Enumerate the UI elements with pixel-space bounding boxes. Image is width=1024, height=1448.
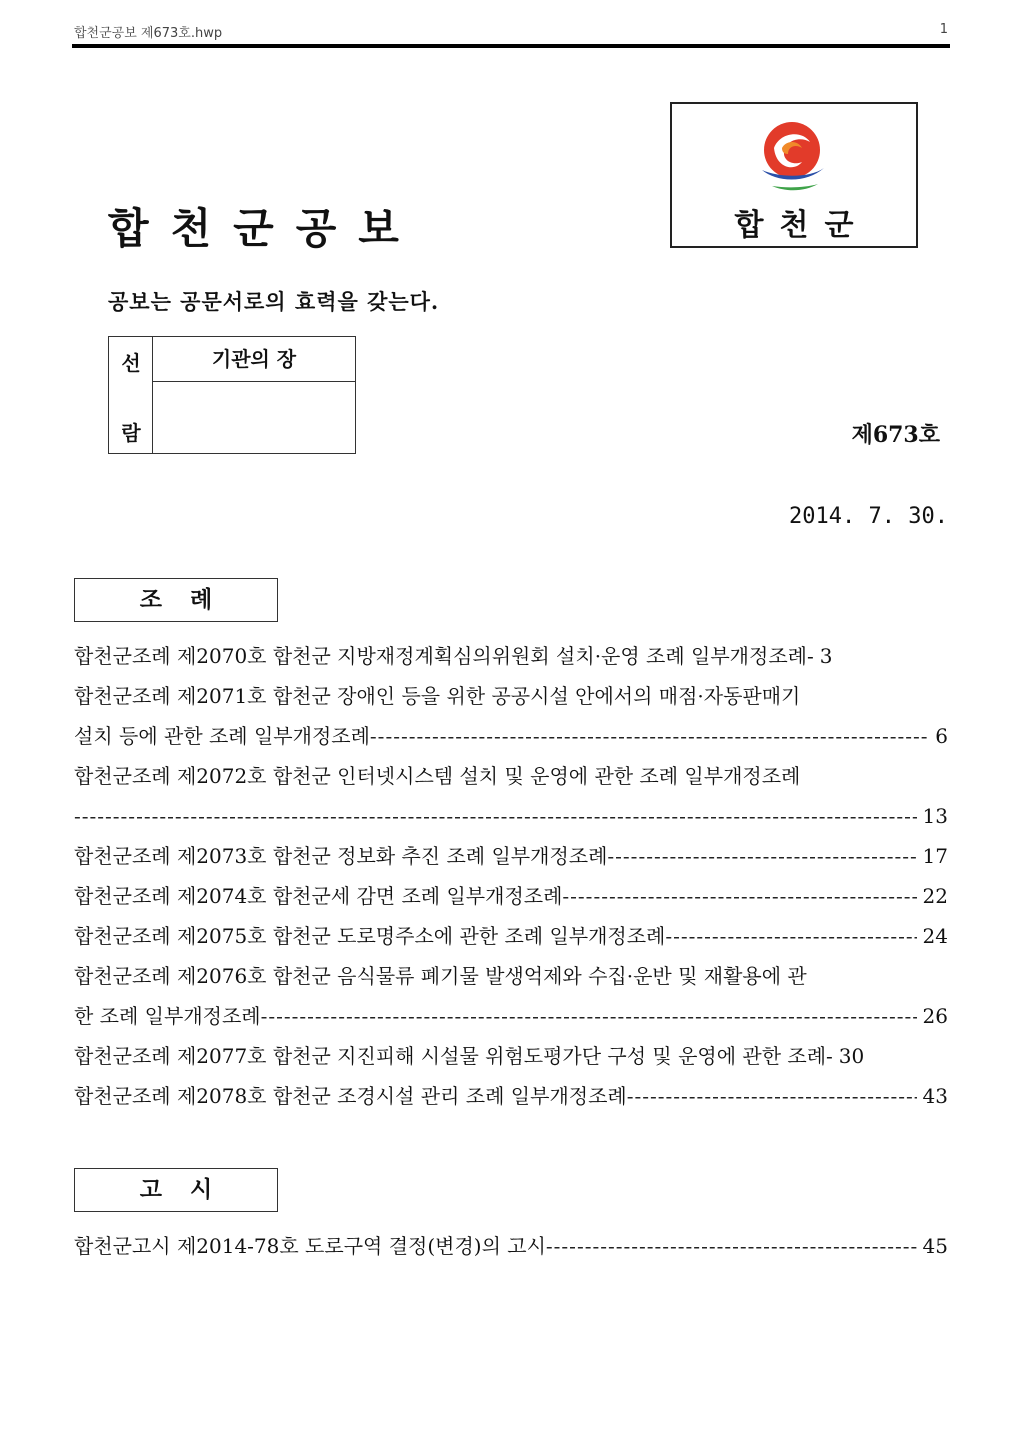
toc-leader-dots (665, 916, 916, 956)
toc-entry-text: 합천군조례 제2072호 합천군 인터넷시스템 설치 및 운영에 관한 조례 일부개정조례 (74, 764, 801, 788)
toc-entry-text-continued: 한 조례 일부개정조례 (74, 1004, 261, 1028)
toc-entry-continued[interactable] (74, 996, 948, 1036)
review-header: 기관의 장 (153, 337, 355, 382)
header-page-number: 1 (939, 22, 948, 37)
county-logo-name: 합천군 (734, 208, 870, 243)
section-notices-heading: 고시 (74, 1168, 278, 1212)
toc-entry-page: 22 (922, 884, 948, 908)
toc-entry-page: 45 (922, 1234, 948, 1258)
toc-entry-continued[interactable] (74, 796, 948, 836)
toc-entry-text: 합천군조례 제2077호 합천군 지진피해 시설물 위험도평가단 구성 및 운영에 관한 조례- (74, 1044, 833, 1068)
toc-leader-dots (627, 1076, 917, 1116)
toc-entry-text: 합천군조례 제2073호 합천군 정보화 추진 조례 일부개정조례 (74, 844, 608, 868)
issue-date: 2014. 7. 30. (789, 504, 948, 529)
review-table (108, 336, 356, 454)
toc-entry-page: 17 (922, 844, 948, 868)
toc-leader-dots (370, 716, 929, 756)
section-ordinances-heading: 조례 (74, 578, 278, 622)
toc-entry-page: 6 (935, 724, 948, 748)
toc-entry-page: 43 (922, 1084, 948, 1108)
toc-entry-text-continued: 설치 등에 관한 조례 일부개정조례 (74, 724, 370, 748)
header-filename: 합천군공보 제673호.hwp (74, 26, 223, 41)
toc-leader-dots (607, 836, 916, 876)
toc-entry-continued[interactable] (74, 716, 948, 756)
toc-entry-text: 합천군조례 제2075호 합천군 도로명주소에 관한 조례 일부개정조례 (74, 924, 666, 948)
notices-toc (74, 1226, 948, 1266)
toc-leader-dots (261, 996, 917, 1036)
review-label-bottom: 람 (121, 421, 141, 445)
toc-entry-text: 합천군조례 제2076호 합천군 음식물류 폐기물 발생억제와 수집·운반 및 재활용에 관 (74, 964, 807, 988)
toc-entry-page: 26 (922, 1004, 948, 1028)
toc-entry[interactable] (74, 636, 948, 676)
review-label-top: 선 (121, 351, 141, 375)
hapcheon-emblem-icon (754, 118, 834, 200)
ordinances-toc (74, 636, 948, 1116)
toc-entry[interactable] (74, 876, 948, 916)
gazette-title: 합천군공보 (108, 204, 421, 253)
toc-leader-dots (562, 876, 916, 916)
toc-entry[interactable] (74, 1036, 948, 1076)
toc-entry[interactable] (74, 956, 948, 996)
toc-entry[interactable] (74, 1076, 948, 1116)
toc-leader-dots (74, 796, 917, 836)
issue-number: 제673호 (851, 422, 940, 448)
toc-entry-page: 13 (922, 804, 948, 828)
toc-entry[interactable] (74, 756, 948, 796)
county-logo-box (670, 102, 918, 248)
toc-entry-page: 3 (819, 644, 833, 668)
toc-leader-dots (546, 1226, 917, 1266)
toc-entry-text: 합천군조례 제2074호 합천군세 감면 조례 일부개정조례 (74, 884, 563, 908)
toc-entry[interactable] (74, 836, 948, 876)
gazette-subtitle: 공보는 공문서로의 효력을 갖는다. (108, 289, 440, 314)
header-rule (72, 44, 950, 48)
toc-entry[interactable] (74, 676, 948, 716)
toc-entry-text: 합천군조례 제2071호 합천군 장애인 등을 위한 공공시설 안에서의 매점·자동판매기 (74, 684, 801, 708)
toc-entry-page: 30 (838, 1044, 865, 1068)
toc-entry-text: 합천군조례 제2070호 합천군 지방재정계획심의위원회 설치·운영 조례 일부개정조례- (74, 644, 814, 668)
toc-entry[interactable] (74, 1226, 948, 1266)
toc-entry[interactable] (74, 916, 948, 956)
toc-entry-text: 합천군조례 제2078호 합천군 조경시설 관리 조례 일부개정조례 (74, 1084, 627, 1108)
toc-entry-text: 합천군고시 제2014-78호 도로구역 결정(변경)의 고시 (74, 1234, 546, 1258)
toc-entry-page: 24 (922, 924, 948, 948)
